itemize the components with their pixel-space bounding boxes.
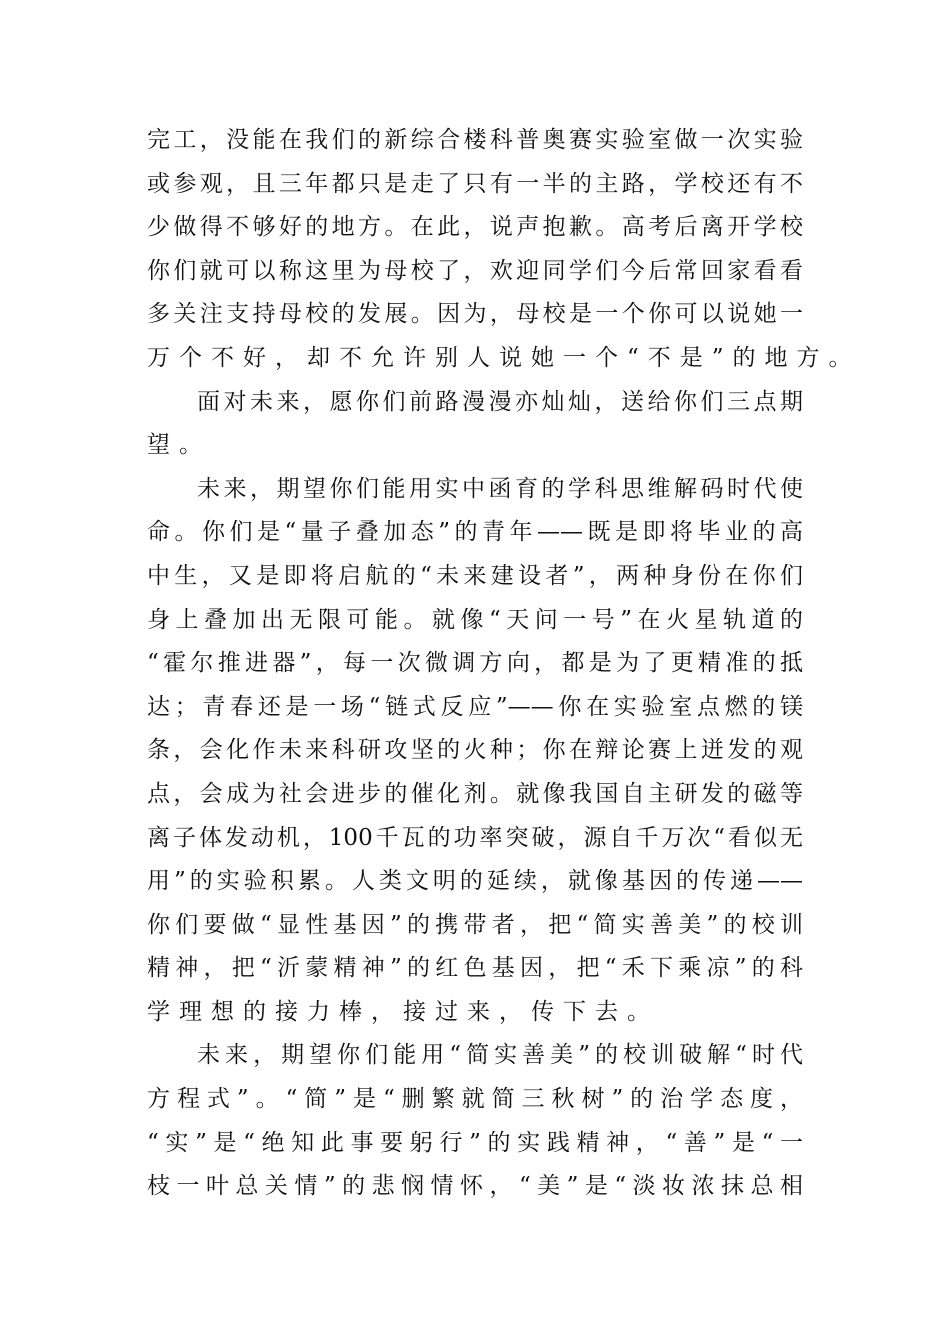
text-line: 少做得不够好的地方。在此，说声抱歉。高考后离开学校	[147, 214, 803, 241]
text-line: 完工，没能在我们的新综合楼科普奥赛实验室做一次实验	[147, 127, 803, 153]
text-line: 精神，把“沂蒙精神”的红色基因，把“禾下乘凉”的科	[147, 955, 803, 982]
text-line: 多关注支持母校的发展。因为，母校是一个你可以说她一	[147, 301, 803, 328]
text-line: 身上叠加出无限可能。就像“天问一号”在火星轨道的	[147, 606, 803, 633]
text-line: 用”的实验积累。人类文明的延续，就像基因的传递——	[147, 868, 803, 895]
text-line: 中生，又是即将启航的“未来建设者”，两种身份在你们	[147, 562, 803, 589]
body-text	[147, 123, 861, 1213]
text-line: 学理想的接力棒，接过来，传下去。	[147, 998, 659, 1025]
text-line: 你们要做“显性基因”的携带者，把“简实善美”的校训	[147, 911, 803, 938]
text-line: 枝一叶总关情”的悲悯情怀，“美”是“淡妆浓抹总相	[147, 1173, 803, 1200]
text-line: 离子体发动机，100千瓦的功率突破，源自千万次“看似无	[147, 824, 803, 851]
text-line: 点，会成为社会进步的催化剂。就像我国自主研发的磁等	[147, 780, 803, 807]
text-line: 或参观，且三年都只是走了只有一半的主路，学校还有不	[147, 170, 803, 197]
text-line: 命。你们是“量子叠加态”的青年——既是即将毕业的高	[147, 519, 803, 546]
text-line: “霍尔推进器”，每一次微调方向，都是为了更精准的抵	[147, 650, 803, 677]
text-line: 你们就可以称这里为母校了，欢迎同学们今后常回家看看	[147, 257, 803, 284]
text-line: “实”是“绝知此事要躬行”的实践精神，“善”是“一	[147, 1129, 803, 1156]
text-line: 望。	[147, 432, 211, 459]
paragraph-start-line: 面对未来，愿你们前路漫漫亦灿灿，送给你们三点期	[197, 388, 803, 415]
text-line: 万个不好，却不允许别人说她一个“不是”的地方。	[147, 344, 861, 371]
text-line: 方程式”。“简”是“删繁就简三秋树”的治学态度，	[147, 1086, 803, 1113]
paragraph-start-line: 未来，期望你们能用“简实善美”的校训破解“时代	[197, 1042, 803, 1069]
paragraph-start-line: 未来，期望你们能用实中函育的学科思维解码时代使	[197, 475, 803, 502]
text-line: 条，会化作未来科研攻坚的火种；你在辩论赛上迸发的观	[147, 737, 803, 764]
text-line: 达；青春还是一场“链式反应”——你在实验室点燃的镁	[147, 693, 803, 720]
